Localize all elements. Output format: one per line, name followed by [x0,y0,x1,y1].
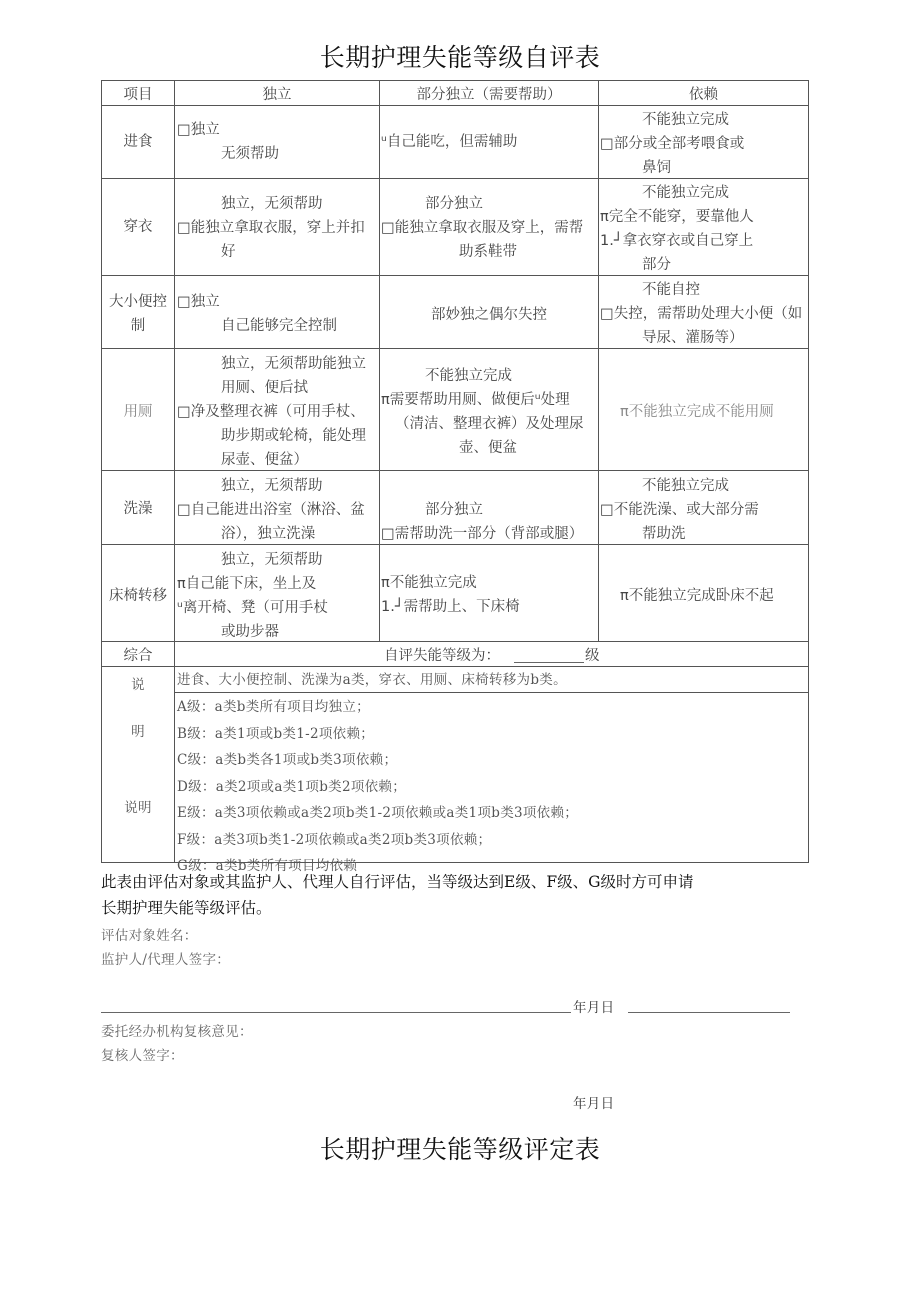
header-independent: 独立 [262,87,292,103]
guardian-signature-label: 监护人/代理人签字： [101,952,231,968]
statement-line-1: 此表由评估对象或其监护人、代理人自行评估，当等级达到E级、F级、G级时方可申请 [101,873,694,891]
row-dressing-independent: 独立，无须帮助 □能独立拿取衣服，穿上并扣 好 [177,196,365,260]
row-toilet-partial: 不能独立完成 π需要帮助用厕、做便后ᵘ处理 （清洁、整理衣裤）及处理尿 壶、便盆 [381,368,584,456]
name-label: 评估对象姓名： [101,928,198,944]
row-dressing-dependent: 不能独立完成 π完全不能穿，要靠他人 1.┘拿衣穿衣或自己穿上 部分 [600,185,754,273]
row-toilet-dependent: π不能独立完成不能用厕 [620,404,774,420]
row-bathing-item: 洗澡 [123,501,153,517]
row-bathing-independent: 独立，无须帮助 □自己能进出浴室（淋浴、盆 浴），独立洗澡 [177,478,365,542]
notes-grade-list [177,694,807,874]
row-eating-item: 进食 [123,134,153,150]
row-eating-partial: ᵘ自己能吃，但需辅助 [381,134,518,150]
date-label-2: 年月日 [573,1096,615,1112]
row-transfer-independent: 独立，无须帮助 π自己能下床，坐上及 ᵘ离开椅、凳（可用手杖 或助步器 [177,552,328,640]
grade-F: F级：a类3项b类1-2项依赖或a类2项b类3项依赖； [177,831,492,848]
summary-label: 综合 [123,648,153,664]
form-title: 长期护理失能等级自评表 [319,43,601,72]
header-partial: 部分独立（需要帮助） [416,87,562,103]
grade-B: B级：a类1项或b类1-2项依赖； [177,725,375,742]
row-transfer-dependent: π不能独立完成卧床不起 [620,588,774,604]
date-label-1: 年月日 [573,1000,615,1016]
row-toilet-item: 用厕 [123,404,153,420]
row-bathing-partial: 部分独立 □需帮助洗一部分（背部或腿） [381,502,584,542]
reviewer-signature-label: 复核人签字： [101,1048,184,1064]
second-form-title: 长期护理失能等级评定表 [319,1135,601,1164]
row-continence-item: 大小便控 制 [109,294,167,334]
grade-blank-line[interactable] [514,662,584,663]
notes-label-b: 明 [131,724,145,740]
row-eating-dependent: 不能独立完成 □部分或全部考喂食或 鼻饲 [600,112,745,176]
row-toilet-independent: 独立，无须帮助能独立 用厕、便后拭 □净及整理衣裤（可用手杖、 助步期或轮椅，能处理 尿壶、便盆） [177,356,366,468]
row-transfer-item: 床椅转移 [109,588,167,604]
statement-line-2: 长期护理失能等级评估。 [101,899,272,917]
row-transfer-partial: π不能独立完成 1.┘需帮助上、下床椅 [381,575,520,615]
row-continence-independent: □独立 自己能够完全控制 [177,294,337,334]
guardian-signature-line[interactable] [101,1012,571,1013]
notes-label-c: 说明 [124,800,152,816]
grade-D: D级：a类2项或a类1项b类2项依赖； [177,778,407,795]
row-eating-independent: □独立 无须帮助 [177,122,279,162]
grade-G: G级：a类b类所有项目均依赖 [177,858,358,874]
notes-line-0: 进食、大小便控制、洗澡为a类，穿衣、用厕、床椅转移为b类。 [177,672,567,688]
summary-unit: 级 [585,648,600,664]
row-dressing-item: 穿衣 [123,219,153,235]
review-opinion-label: 委托经办机构复核意见： [101,1024,253,1040]
header-dependent: 依赖 [689,87,718,103]
row-continence-partial: 部妙独之偶尔失控 [431,307,547,323]
summary-text: 自评失能等级为： [384,648,500,664]
grade-A: A级：a类b类所有项目均独立； [177,699,370,715]
row-bathing-dependent: 不能独立完成 □不能洗澡、或大部分需 帮助洗 [600,478,759,542]
row-continence-dependent: 不能自控 □失控，需帮助处理大小便（如 导尿、灌肠等） [600,282,803,346]
grade-C: C级：a类b类各1项或b类3项依赖； [177,752,398,768]
date-line-1[interactable] [628,1012,790,1013]
row-dressing-partial: 部分独立 □能独立拿取衣服及穿上，需帮 助系鞋带 [381,196,584,260]
header-item: 项目 [123,87,153,103]
grade-E: E级：a类3项依赖或a类2项b类1-2项依赖或a类1项b类3项依赖； [177,805,579,821]
notes-label-a: 说 [131,677,145,693]
